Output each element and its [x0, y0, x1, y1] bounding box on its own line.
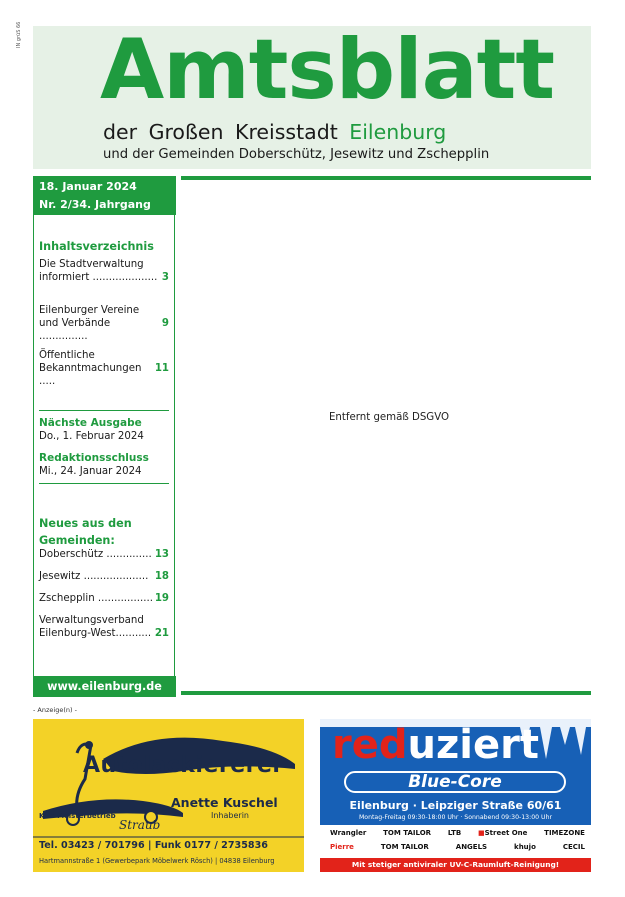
ad2-brands-row2: [330, 843, 585, 851]
ad2-headline-red: red: [332, 722, 408, 768]
toc-item[interactable]: [39, 349, 169, 388]
ad-label: - Anzeige(n) -: [33, 706, 77, 714]
website-link[interactable]: www.eilenburg.de: [33, 676, 176, 697]
brand-logo: ANGELS: [455, 843, 488, 851]
ad-autolackiererei[interactable]: [33, 719, 304, 872]
municipalities-heading: [39, 515, 132, 549]
toc-item-line1: Eilenburger Vereine: [39, 305, 140, 316]
ad1-brand: Straub: [119, 818, 161, 832]
brand-logo: Pierre: [330, 843, 354, 851]
ad1-badge: KFZ-Meisterbetrieb: [39, 812, 116, 820]
masthead-subtitle: [103, 120, 446, 144]
ad2-headline: [332, 722, 539, 768]
ad1-title: Autolackiererei: [83, 753, 281, 778]
brand-logo: CECIL: [562, 843, 585, 851]
municipality-item[interactable]: [39, 548, 169, 561]
municipality-name: Jesewitz ....................: [39, 571, 149, 582]
next-issue-label: Nächste Ausgabe: [39, 417, 142, 429]
toc-item-page: 9: [161, 318, 169, 329]
ad2-footer: Mit stetiger antiviraler UV-C-Raumluft-Reinigung!: [320, 858, 591, 872]
municipality-item[interactable]: [39, 592, 169, 605]
divider: [39, 483, 169, 484]
municipality-name: Doberschütz ..............: [39, 549, 152, 560]
municipality-name-line1: Verwaltungsverband: [39, 615, 144, 626]
brand-logo: khujo: [514, 843, 536, 851]
municipality-page: 18: [154, 571, 169, 582]
municipality-name-line2: Eilenburg-West...........: [39, 628, 152, 639]
deadline-label: Redaktionsschluss: [39, 452, 149, 464]
ad-reduziert[interactable]: [320, 719, 591, 872]
toc-item-page: 3: [161, 272, 169, 283]
masthead-subtitle-2: und der Gemeinden Doberschütz, Jesewitz und Zschepplin: [103, 147, 490, 162]
masthead-title: Amtsblatt: [100, 21, 555, 118]
toc-item-line1: Die Stadtverwaltung: [39, 259, 144, 270]
toc-item[interactable]: [39, 258, 169, 284]
brand-logo: TIMEZONE: [544, 829, 585, 837]
subtitle-city: Eilenburg: [349, 120, 447, 144]
ad1-address: Hartmannstraße 1 (Gewerbepark Möbelwerk Rösch) | 04838 Eilenburg: [39, 857, 275, 865]
top-rule: [181, 176, 591, 180]
deadline-date: Mi., 24. Januar 2024: [39, 466, 142, 477]
ad2-brands-row1: [330, 829, 585, 837]
brand-logo: TOM TAILOR: [380, 843, 429, 851]
redaction-notice: Entfernt gemäß DSGVO: [329, 412, 450, 423]
municipalities-heading-line2: Gemeinden:: [39, 534, 115, 547]
brand-logo: LTB: [447, 829, 462, 837]
municipality-page: 19: [154, 593, 169, 604]
bottom-rule: [181, 691, 591, 695]
issue-number: Nr. 2/34. Jahrgang: [39, 198, 151, 211]
brand-logo: Wrangler: [330, 829, 367, 837]
next-issue-date: Do., 1. Februar 2024: [39, 431, 144, 442]
brand-logo-text: Street One: [484, 829, 528, 837]
divider: [39, 410, 169, 411]
municipalities-heading-line1: Neues aus den: [39, 517, 132, 530]
toc-item-line2: und Verbände ...............: [39, 318, 111, 342]
ad2-headline-white: uziert: [407, 722, 539, 768]
municipality-item[interactable]: [39, 570, 169, 583]
toc-item[interactable]: [39, 304, 169, 343]
print-code: IN grüS 66: [16, 21, 22, 48]
brand-logo: ■Street One: [477, 829, 528, 837]
toc-heading: Inhaltsverzeichnis: [39, 240, 154, 253]
ad1-phone: Tel. 03423 / 701796 | Funk 0177 / 2735836: [39, 840, 268, 851]
ad2-subline: Blue-Core: [344, 771, 566, 793]
municipality-name: Zschepplin .................: [39, 593, 153, 604]
toc-item-page: 11: [154, 363, 169, 374]
issue-box: [33, 176, 176, 215]
toc-item-line2: Bekanntmachungen .....: [39, 363, 142, 387]
ad2-location: Eilenburg · Leipziger Straße 60/61: [349, 799, 562, 812]
ad1-owner-role: Inhaberin: [211, 811, 249, 820]
toc-item-line1: Öffentliche: [39, 350, 95, 361]
ad2-hours: Montag-Freitag 09:30-18:00 Uhr · Sonnabend 09:30-13:00 Uhr: [358, 814, 553, 821]
subtitle-prefix: der Großen Kreisstadt: [103, 120, 338, 144]
municipality-item[interactable]: [39, 614, 169, 640]
municipality-page: 21: [154, 628, 169, 639]
municipality-page: 13: [154, 549, 169, 560]
brand-logo: TOM TAILOR: [383, 829, 432, 837]
toc-item-line2: informiert ....................: [39, 272, 158, 283]
issue-date: 18. Januar 2024: [39, 180, 137, 193]
ad1-owner-name: Anette Kuschel: [171, 795, 278, 810]
